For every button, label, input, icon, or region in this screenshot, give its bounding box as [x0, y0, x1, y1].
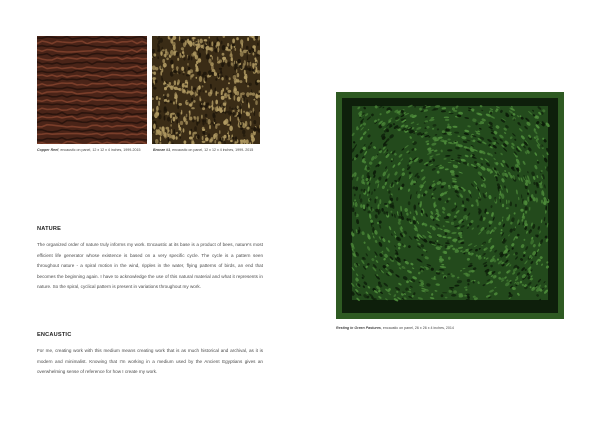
bronze-image	[152, 36, 260, 144]
bronze-title: Bronze #1	[153, 148, 171, 152]
green-pastures-caption	[336, 326, 566, 331]
nature-paragraph: The organized order of nature truly informs my work. Encaustic at its base is a product of bees, nature's most efficient life generator whose existence is based on a very specific cycle. The cycle is a pattern seen throughout nature - a spiral motion in the wind, ripples in the water, flying patterns of birds, an end that becomes the beginning again. I have to acknowledge the use of this natural material and what it represents in nature. So the spiral, cyclical pattern is present in variations throughout my work.	[37, 242, 263, 290]
bronze-artwork	[152, 36, 260, 144]
encaustic-paragraph: For me, creating work with this medium means creating work that is as much historical and archival, as it is modern and minimalist. Knowing that I'm working in a medium used by the Ancient Egyptians gives an overwhelming sense of reference for how I create my work.	[37, 348, 263, 375]
bronze-caption	[153, 148, 265, 153]
copper-reef-image	[37, 36, 147, 144]
copper-reef-details: , encaustic on panel, 12 x 12 x 4 inches, 1999-2015	[58, 148, 141, 152]
green-pastures-details: , encaustic on panel, 26 x 26 x 4 inches, 2014	[380, 326, 454, 330]
green-pastures-title: Resting in Green Pastures	[336, 326, 381, 330]
bronze-details: , encaustic on panel, 12 x 12 x 4 inches, 1999- 2015	[170, 148, 254, 152]
green-pastures-artwork	[336, 92, 564, 319]
nature-heading: NATURE	[37, 226, 62, 232]
nature-body	[37, 240, 263, 293]
copper-reef-caption	[37, 148, 149, 153]
encaustic-body	[37, 346, 263, 378]
encaustic-heading: ENCAUSTIC	[37, 332, 72, 338]
green-pastures-image	[336, 92, 564, 319]
copper-reef-title: Copper Reef	[37, 148, 59, 152]
right-page	[300, 0, 600, 424]
copper-reef-artwork	[37, 36, 147, 144]
